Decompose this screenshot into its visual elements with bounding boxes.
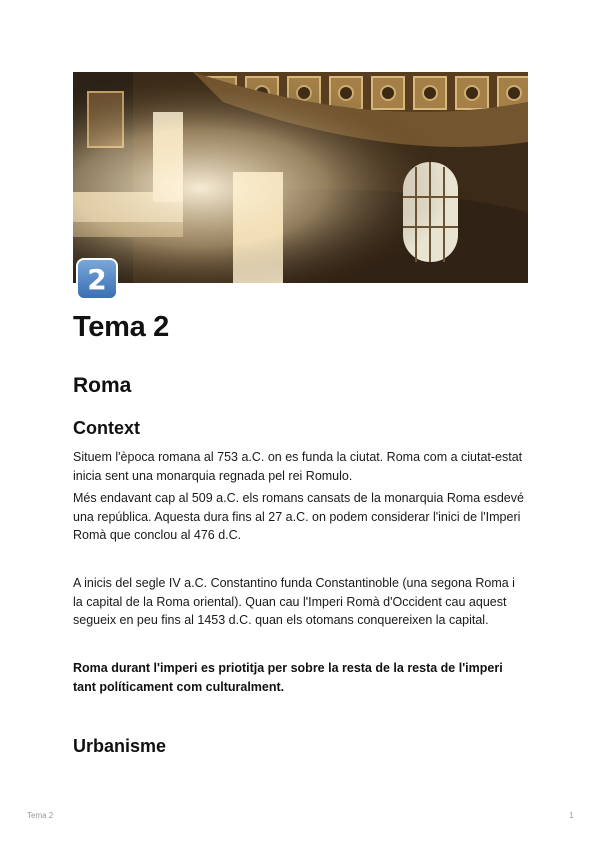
page-icon-label: 2	[87, 262, 107, 296]
paragraph-3: A inicis del segle IV a.C. Constantino funda Constantinoble (una segona Roma i la capital de la Roma oriental). Quan cau l'Imperi Romà d'Occident cau aquest segueix en peu fins al 1453 d.C. quan els otomans conquereixen la capital.	[73, 576, 515, 627]
paragraph-2: Més endavant cap al 509 a.C. els romans cansats de la monarquia Roma esdevé una república. Aquesta dura fins al 27 a.C. on podem considerar l'inici de l'Imperi Romà que conclou al 476 d.C.	[73, 491, 524, 542]
page-title: Tema 2	[73, 311, 169, 343]
keycap-digit-two-icon	[76, 258, 118, 300]
ceiling-image	[73, 72, 528, 283]
heading-context: Context	[73, 418, 140, 438]
cover-image	[73, 72, 528, 283]
footer-page-number: 1	[569, 811, 574, 820]
heading-roma: Roma	[73, 374, 132, 397]
footer-title: Tema 2	[27, 811, 54, 820]
heading-urbanisme: Urbanisme	[73, 736, 167, 756]
paragraph-1: Situem l'època romana al 753 a.C. on es funda la ciutat. Roma com a ciutat-estat inicia sent una monarquia regnada pel rei Romulo.	[73, 450, 523, 483]
paragraph-bold: Roma durant l'imperi es priotitja per sobre la resta de la resta de l'imperi tant políticament com culturalment.	[73, 661, 503, 694]
